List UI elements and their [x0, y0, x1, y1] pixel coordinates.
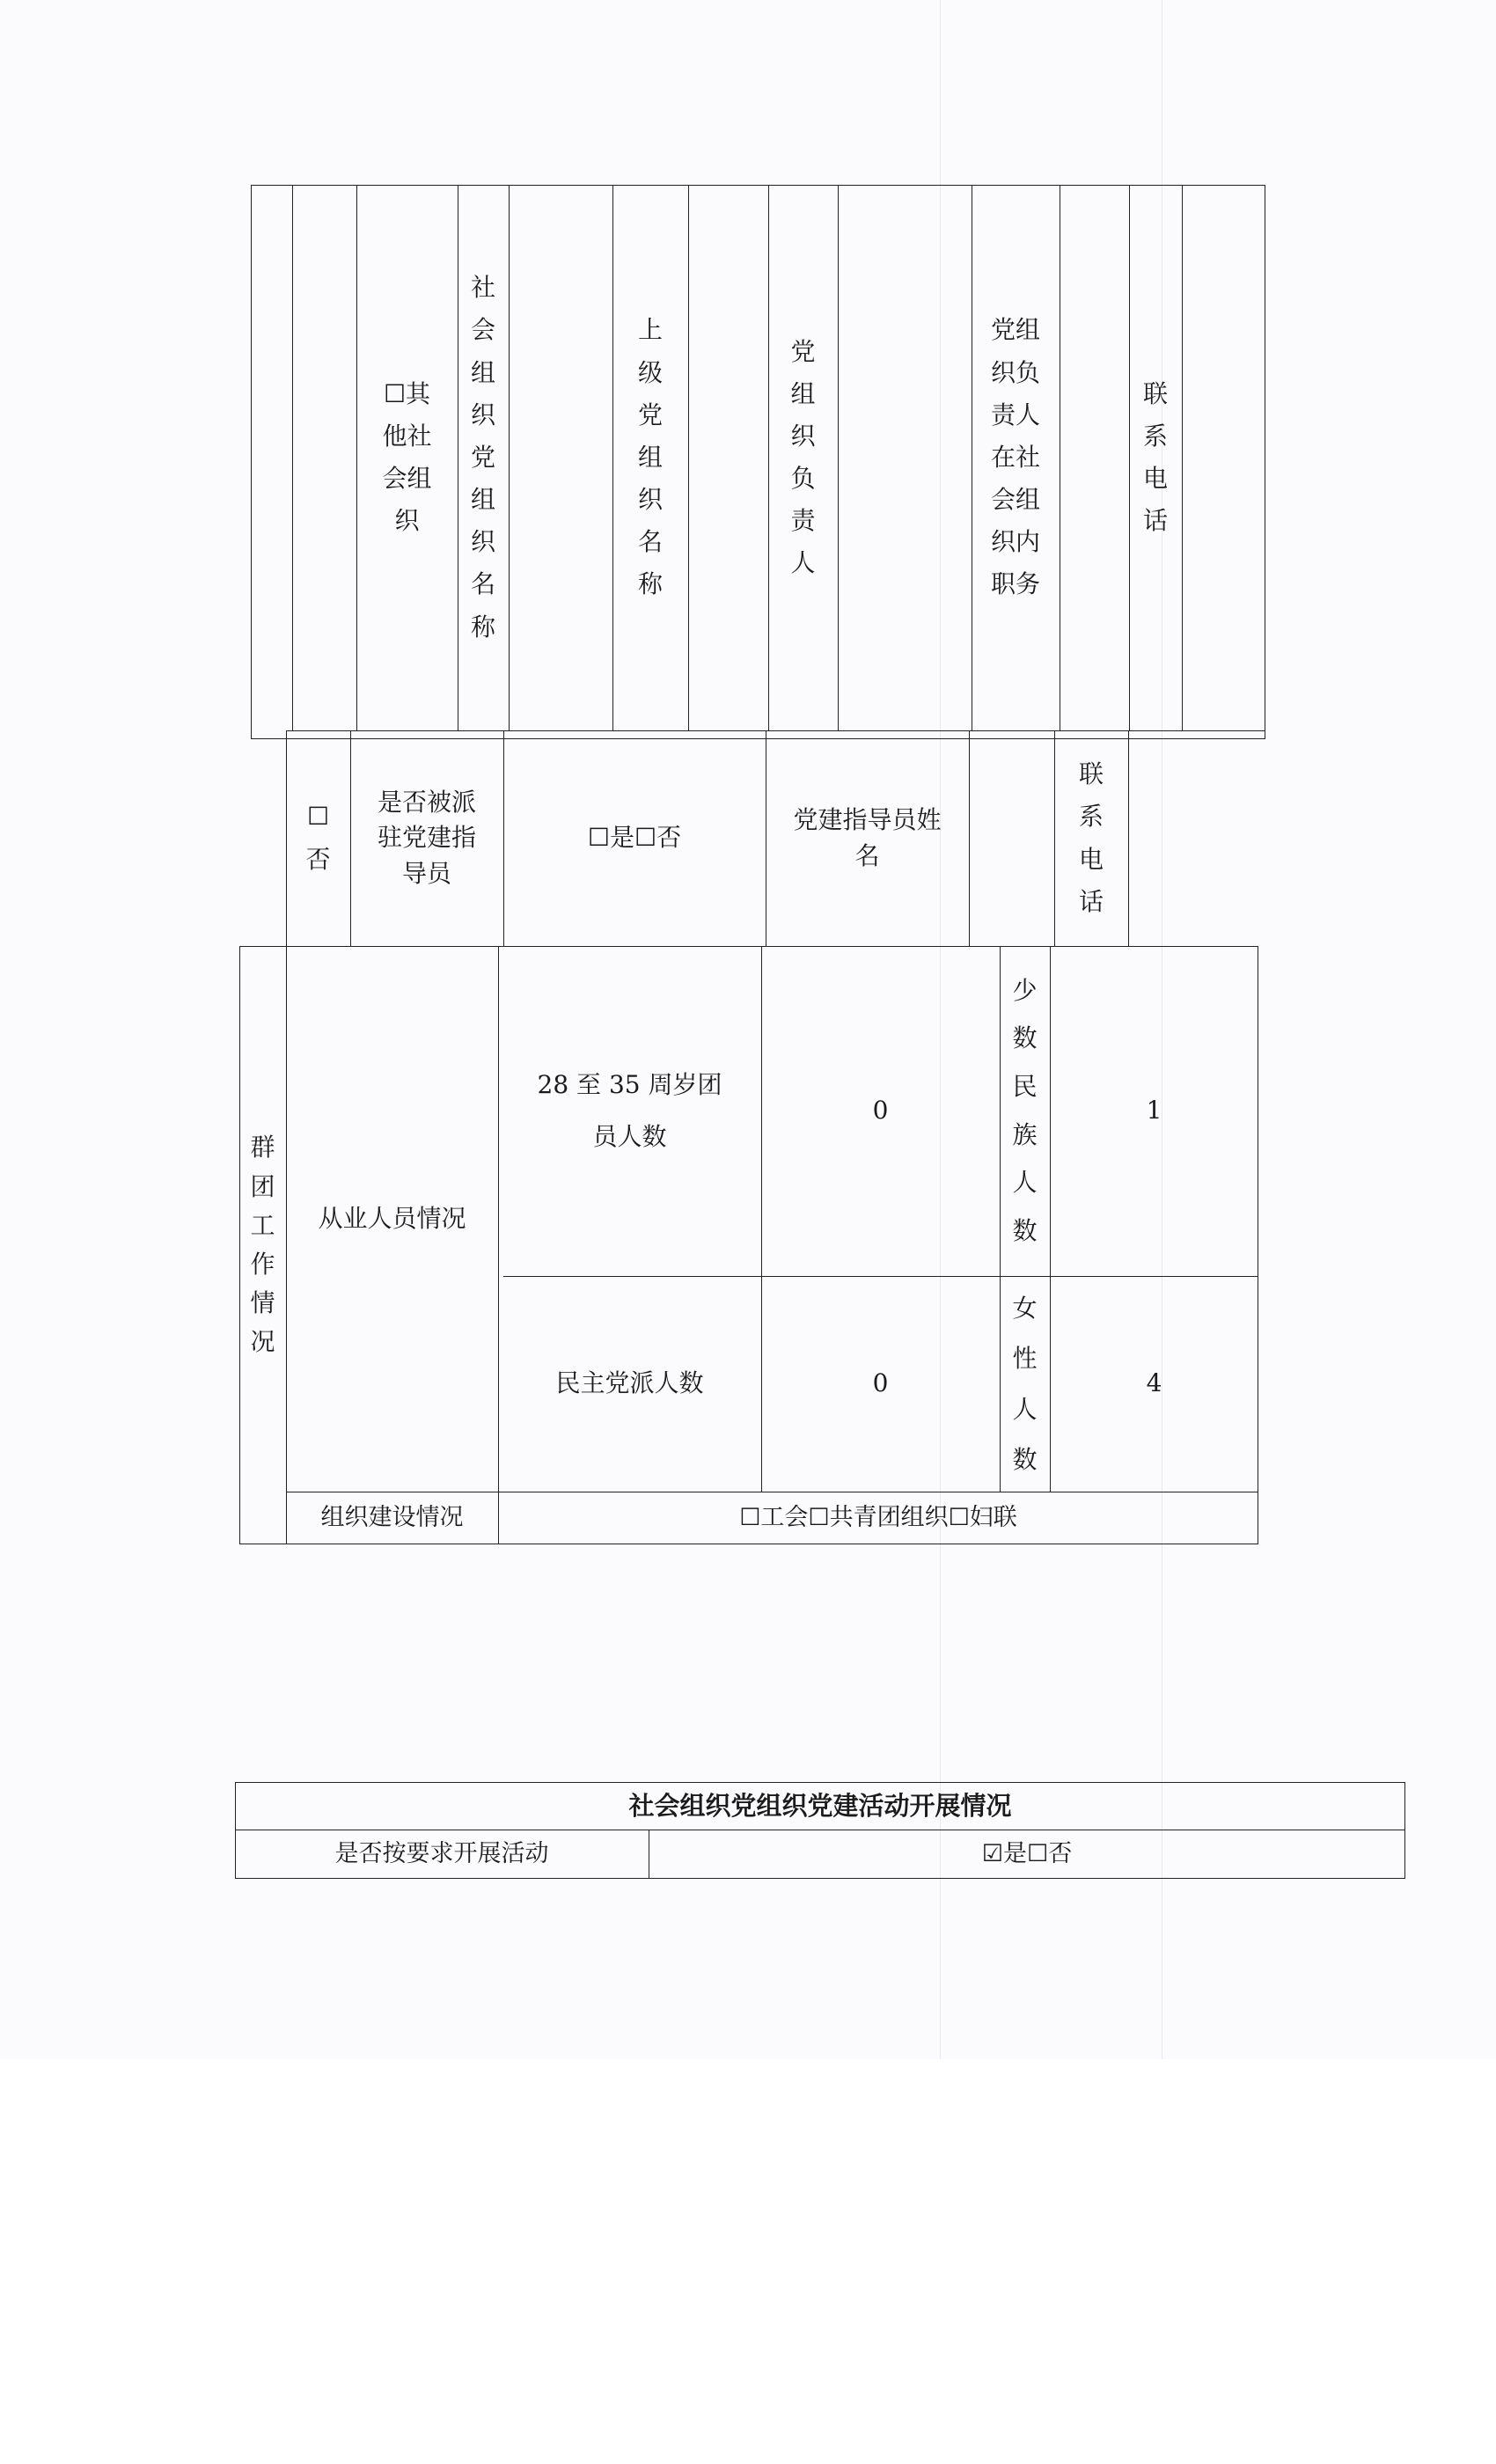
phone-field[interactable] [1182, 185, 1265, 730]
female-value[interactable]: 4 [1146, 1368, 1162, 1398]
employee-status-label: 从业人员情况 [318, 1203, 466, 1233]
superior-org-field[interactable] [688, 185, 768, 730]
instructor-phone-label: 联系电话 [1079, 759, 1104, 916]
instructor-name-label: 党建指导员姓名 [793, 804, 942, 870]
blank-cell [292, 185, 356, 730]
dispatched-yes-no-checkbox[interactable]: ☐是☐否 [587, 823, 682, 853]
page-bottom-margin [0, 2059, 1496, 2464]
dispatched-instructor-label: 是否被派驻党建指导员 [378, 787, 477, 888]
superior-org-label: 上级党组织名称 [638, 315, 664, 599]
other-org-checkbox[interactable]: ☐其他社会组织 [382, 378, 432, 536]
minority-label: 少数民族人数 [1012, 975, 1038, 1245]
party-leader-label: 党组织负责人 [790, 336, 816, 578]
democratic-parties-label: 民主党派人数 [555, 1368, 704, 1398]
activity-table-title: 社会组织党组织党建活动开展情况 [628, 1790, 1012, 1821]
party-org-name-field[interactable] [509, 185, 612, 730]
instructor-phone-field[interactable] [1128, 730, 1258, 946]
activity-yes-no-checkbox[interactable]: ☑是☐否 [981, 1840, 1073, 1868]
party-leader-field[interactable] [838, 185, 972, 730]
party-org-name-label: 社会组织党组织名称 [471, 273, 496, 642]
league-members-value[interactable]: 0 [872, 1096, 889, 1126]
democratic-parties-value[interactable]: 0 [872, 1368, 889, 1398]
activity-requirement-label: 是否按要求开展活动 [334, 1840, 549, 1868]
blank-cell [251, 730, 286, 946]
female-label: 女性人数 [1012, 1293, 1038, 1474]
leader-position-field[interactable] [1060, 185, 1129, 730]
mass-work-section-label: 群团工作情况 [250, 1133, 275, 1357]
league-members-label: 28 至 35 周岁团员人数 [537, 1069, 722, 1151]
no-checkbox[interactable]: ☐否 [305, 802, 331, 874]
instructor-name-field[interactable] [969, 730, 1054, 946]
phone-label: 联系电话 [1143, 378, 1169, 536]
minority-value[interactable]: 1 [1146, 1096, 1162, 1126]
blank-cell [251, 185, 292, 730]
org-building-label: 组织建设情况 [320, 1504, 464, 1532]
leader-position-label: 党组织负责人在社会组织内职务 [991, 315, 1041, 599]
org-building-checkboxes[interactable]: ☐工会☐共青团组织☐妇联 [739, 1504, 1017, 1532]
